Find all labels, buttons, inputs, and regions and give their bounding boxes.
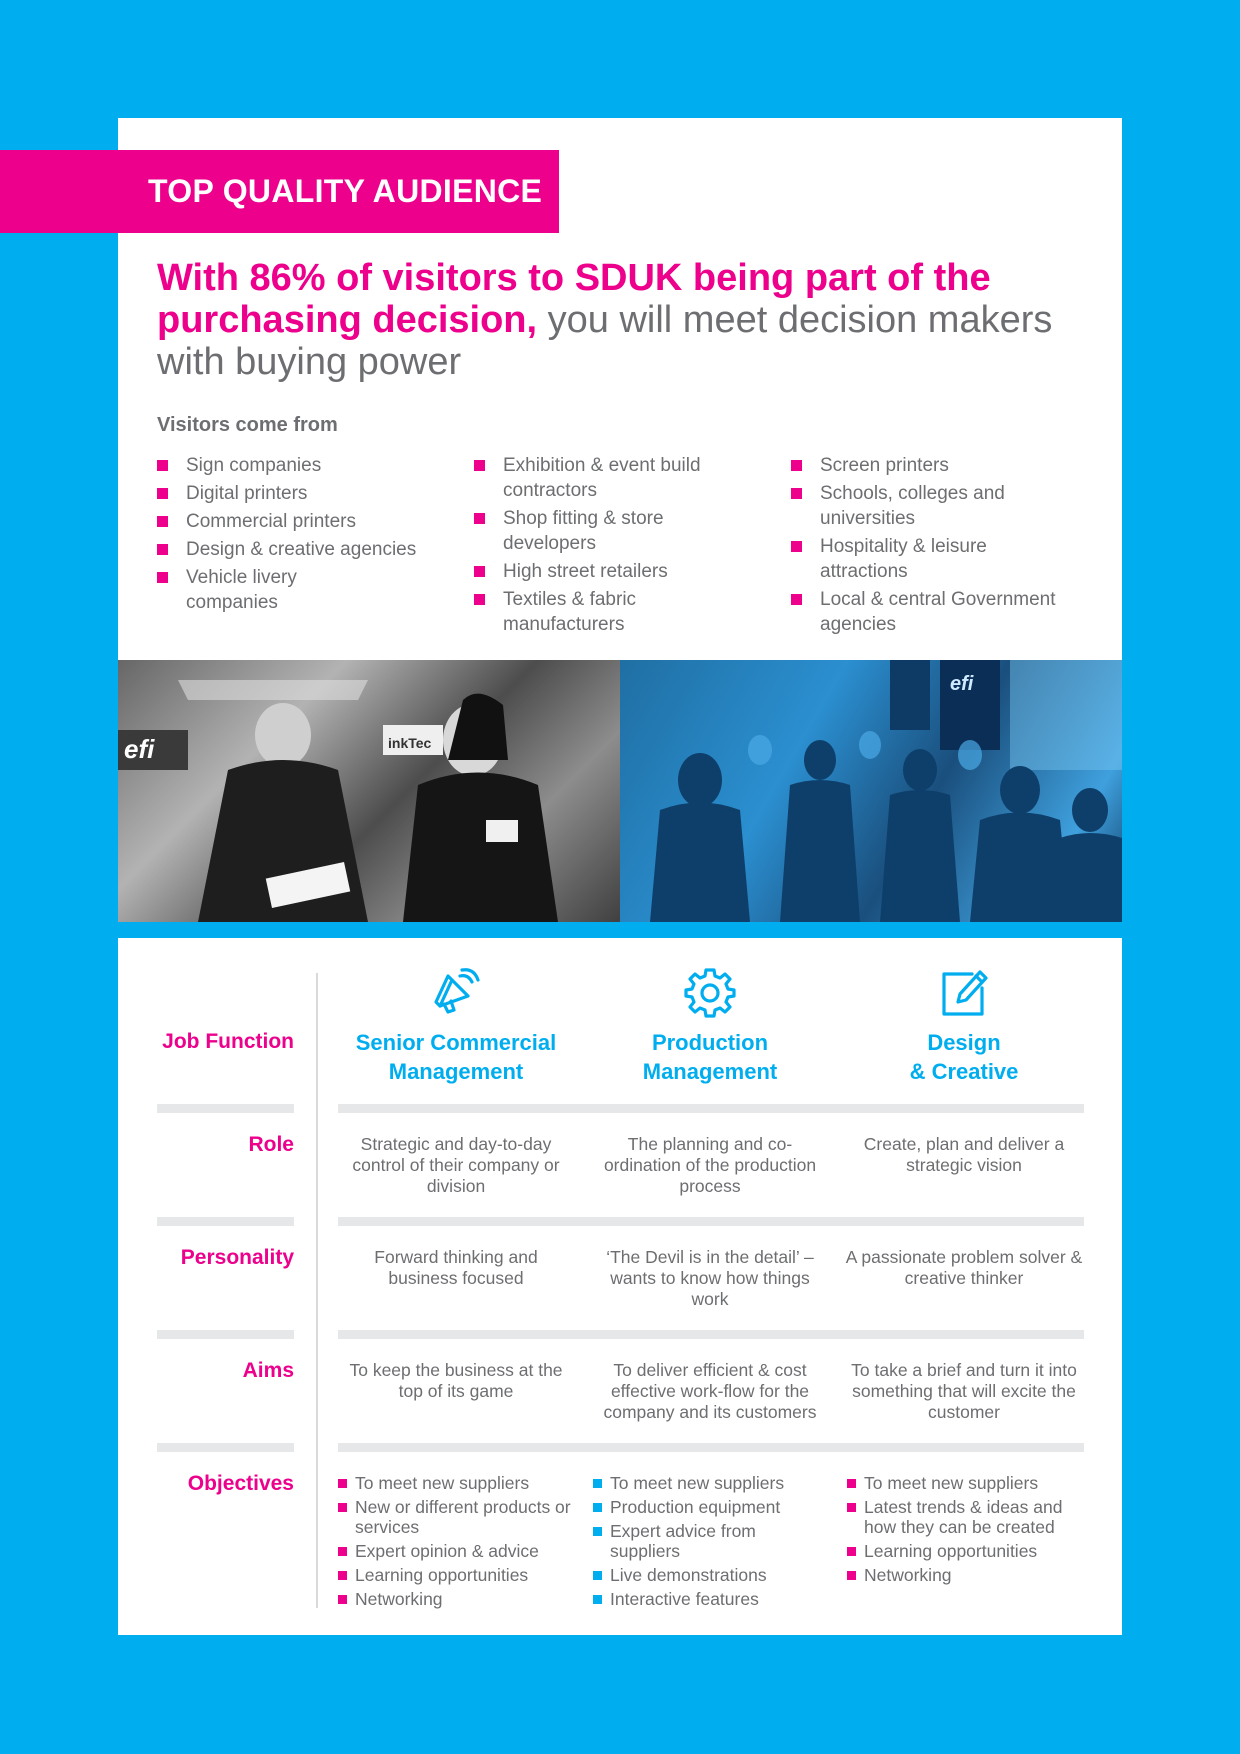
section-banner bbox=[0, 150, 559, 233]
row-separator bbox=[157, 1443, 294, 1452]
row-separator bbox=[338, 1330, 1084, 1339]
row-separator bbox=[338, 1217, 1084, 1226]
list-item: Learning opportunities bbox=[338, 1565, 578, 1585]
list-item: New or different products or services bbox=[338, 1497, 578, 1537]
photo-illustration-left bbox=[118, 660, 620, 922]
column-title-line: Management bbox=[388, 1059, 524, 1084]
list-item: Expert advice from suppliers bbox=[593, 1521, 770, 1561]
list-item: Screen printers bbox=[791, 453, 1101, 478]
row-separator bbox=[338, 1443, 1084, 1452]
visitors-list-column-2 bbox=[474, 453, 754, 640]
inktec-sign-text: inkTec bbox=[388, 735, 432, 751]
headline-emphasis: With 86% of visitors to SDUK being part of the purchasing decision, bbox=[157, 257, 991, 341]
list-item: Hospitality & leisure attractions bbox=[791, 534, 1050, 584]
column-title-line: Design bbox=[927, 1030, 1001, 1055]
objectives-list-design bbox=[847, 1473, 1087, 1589]
list-item: High street retailers bbox=[474, 559, 754, 584]
photo-illustration-right bbox=[620, 660, 1122, 922]
list-item: To meet new suppliers bbox=[338, 1473, 578, 1493]
table-divider-vertical bbox=[316, 973, 318, 1608]
cell-personality-design: A passionate problem solver & creative thinker bbox=[845, 1247, 1083, 1288]
list-item: To meet new suppliers bbox=[847, 1473, 1087, 1493]
event-photo-networking bbox=[118, 660, 620, 922]
cell-personality-senior: Forward thinking and business focused bbox=[374, 1247, 538, 1288]
list-item: Vehicle livery companies bbox=[157, 565, 336, 615]
column-title-line: Senior Commercial bbox=[355, 1030, 557, 1055]
list-item: Design & creative agencies bbox=[157, 537, 457, 562]
column-title-production bbox=[590, 1028, 830, 1086]
row-separator bbox=[157, 1330, 294, 1339]
efi-booth-text: efi bbox=[950, 673, 974, 695]
cell-aims-production: To deliver efficient & cost effective work-flow for the company and its customers bbox=[603, 1360, 817, 1422]
banner-title: TOP QUALITY AUDIENCE bbox=[148, 173, 543, 209]
visitors-list-column-3 bbox=[791, 453, 1101, 640]
list-item: Digital printers bbox=[157, 481, 457, 506]
objectives-list-production bbox=[593, 1473, 833, 1613]
row-label-personality: Personality bbox=[180, 1246, 294, 1269]
visitors-list-column-1 bbox=[157, 453, 457, 618]
list-item: Learning opportunities bbox=[847, 1541, 1087, 1561]
list-item: Production equipment bbox=[593, 1497, 833, 1517]
list-item: Live demonstrations bbox=[593, 1565, 833, 1585]
column-title-senior-commercial bbox=[336, 1028, 576, 1086]
list-item: Schools, colleges and universities bbox=[791, 481, 1050, 531]
list-item: To meet new suppliers bbox=[593, 1473, 833, 1493]
list-item: Commercial printers bbox=[157, 509, 457, 534]
list-item: Interactive features bbox=[593, 1589, 833, 1609]
list-item: Local & central Government agencies bbox=[791, 587, 1101, 637]
list-item: Networking bbox=[847, 1565, 1087, 1585]
row-separator bbox=[157, 1104, 294, 1113]
row-label-aims: Aims bbox=[242, 1359, 294, 1382]
efi-sign-text: efi bbox=[124, 734, 155, 764]
list-item: Networking bbox=[338, 1589, 578, 1609]
column-title-line: Management bbox=[642, 1059, 778, 1084]
row-label-role: Role bbox=[248, 1133, 294, 1156]
headline-rest: you will meet decision makers with buying power bbox=[157, 299, 1053, 383]
cell-personality-production: ‘The Devil is in the detail’ – wants to know how things work bbox=[606, 1247, 814, 1309]
column-title-line: & Creative bbox=[909, 1059, 1019, 1084]
headline bbox=[157, 257, 1057, 383]
row-label-objectives: Objectives bbox=[187, 1472, 294, 1495]
list-item: Expert opinion & advice bbox=[338, 1541, 578, 1561]
row-separator bbox=[157, 1217, 294, 1226]
list-item: Shop fitting & store developers bbox=[474, 506, 688, 556]
edit-icon bbox=[936, 964, 992, 1020]
list-item: Latest trends & ideas and how they can be created bbox=[847, 1497, 1087, 1537]
row-label-job-function: Job Function bbox=[162, 1030, 294, 1053]
megaphone-icon bbox=[428, 964, 484, 1020]
cell-aims-senior: To keep the business at the top of its game bbox=[349, 1360, 563, 1401]
row-separator bbox=[338, 1104, 1084, 1113]
column-title-design-creative bbox=[844, 1028, 1084, 1086]
cell-role-design: Create, plan and deliver a strategic vision bbox=[863, 1134, 1065, 1175]
gear-icon bbox=[682, 964, 738, 1020]
cell-aims-design: To take a brief and turn it into something that will excite the customer bbox=[851, 1360, 1077, 1422]
list-item: Textiles & fabric manufacturers bbox=[474, 587, 688, 637]
list-item: Exhibition & event build contractors bbox=[474, 453, 754, 503]
list-item: Sign companies bbox=[157, 453, 457, 478]
cell-role-senior: Strategic and day-to-day control of their company or division bbox=[352, 1134, 560, 1196]
cell-role-production: The planning and co-ordination of the production process bbox=[603, 1134, 817, 1196]
column-title-line: Production bbox=[651, 1030, 769, 1055]
event-photo-crowd bbox=[620, 660, 1122, 922]
objectives-list-senior bbox=[338, 1473, 578, 1613]
visitors-heading: Visitors come from bbox=[157, 414, 338, 436]
